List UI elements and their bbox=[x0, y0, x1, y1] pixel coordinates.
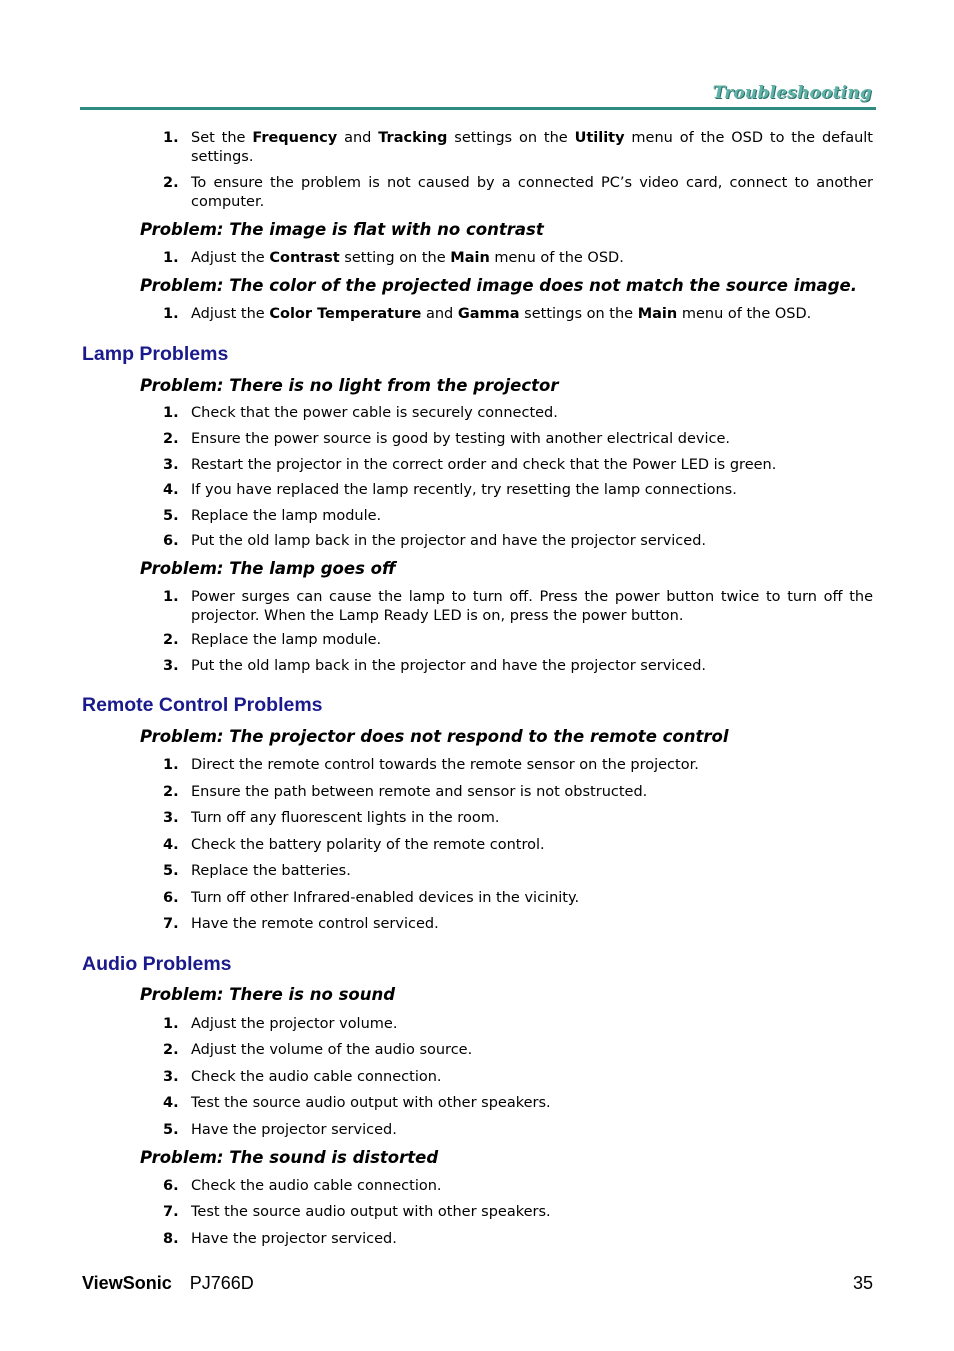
list-text bbox=[191, 862, 873, 881]
list-item bbox=[163, 404, 873, 423]
list-item bbox=[163, 1121, 873, 1140]
text-run: Test the source audio output with other speakers. bbox=[191, 1095, 551, 1111]
bold-term: Gamma bbox=[457, 306, 520, 322]
list-item bbox=[163, 1068, 873, 1087]
list-text bbox=[191, 1230, 873, 1249]
header-rule bbox=[80, 107, 876, 110]
text-run: Check that the power cable is securely connected. bbox=[191, 405, 558, 421]
problem-heading: Problem: The lamp goes off bbox=[140, 559, 396, 578]
list-number: 1. bbox=[163, 757, 179, 773]
list-number: 3. bbox=[163, 1069, 179, 1085]
bold-term: Utility bbox=[574, 130, 625, 146]
text-run: menu of the OSD. bbox=[677, 306, 812, 322]
text-run: Replace the batteries. bbox=[191, 863, 351, 879]
list-item bbox=[163, 657, 873, 676]
list-text bbox=[191, 305, 873, 324]
list-text bbox=[191, 1121, 873, 1140]
text-run: Turn off any fluorescent lights in the room. bbox=[191, 810, 500, 826]
list-text bbox=[191, 588, 873, 626]
list-item bbox=[163, 129, 873, 167]
bold-term: Main bbox=[637, 306, 678, 322]
running-header: Troubleshooting bbox=[712, 83, 872, 103]
text-run: Direct the remote control towards the remote sensor on the projector. bbox=[191, 757, 699, 773]
list-item bbox=[163, 836, 873, 855]
list-number: 2. bbox=[163, 632, 179, 648]
list-item bbox=[163, 631, 873, 650]
list-text bbox=[191, 507, 873, 526]
list-number: 7. bbox=[163, 916, 179, 932]
list-number: 4. bbox=[163, 1095, 179, 1111]
list-item bbox=[163, 249, 873, 268]
list-item bbox=[163, 1015, 873, 1034]
text-run: Adjust the bbox=[191, 250, 270, 266]
list-item bbox=[163, 481, 873, 500]
list-text bbox=[191, 1068, 873, 1087]
text-run: Have the projector serviced. bbox=[191, 1231, 397, 1247]
list-number: 6. bbox=[163, 890, 179, 906]
text-run: Check the audio cable connection. bbox=[191, 1178, 442, 1194]
list-number: 2. bbox=[163, 1042, 179, 1058]
text-run: Power surges can cause the lamp to turn off. Press the power button twice to turn off the projector. When the Lamp Ready LED is on, press the power button. bbox=[191, 589, 873, 624]
list-number: 5. bbox=[163, 508, 179, 524]
list-number: 4. bbox=[163, 482, 179, 498]
text-run: Put the old lamp back in the projector and have the projector serviced. bbox=[191, 658, 707, 674]
list-number: 8. bbox=[163, 1231, 179, 1247]
list-text bbox=[191, 836, 873, 855]
text-run: Replace the lamp module. bbox=[191, 632, 382, 648]
page-number: 35 bbox=[852, 1273, 873, 1293]
list-text bbox=[191, 756, 873, 775]
list-item bbox=[163, 1041, 873, 1060]
footer bbox=[82, 1273, 873, 1294]
text-run: Adjust the projector volume. bbox=[191, 1016, 398, 1032]
text-run: Adjust the bbox=[191, 306, 270, 322]
text-run: Put the old lamp back in the projector and have the projector serviced. bbox=[191, 533, 707, 549]
list-number: 3. bbox=[163, 457, 179, 473]
text-run: Ensure the power source is good by testing with another electrical device. bbox=[191, 431, 731, 447]
text-run: Check the audio cable connection. bbox=[191, 1069, 442, 1085]
text-run: Check the battery polarity of the remote control. bbox=[191, 837, 545, 853]
text-run: and bbox=[421, 306, 458, 322]
problem-heading: Problem: The projector does not respond to the remote control bbox=[140, 727, 729, 746]
list-number: 2. bbox=[163, 175, 179, 191]
list-item bbox=[163, 532, 873, 551]
list-item bbox=[163, 915, 873, 934]
list-text bbox=[191, 809, 873, 828]
text-run: Ensure the path between remote and sensor is not obstructed. bbox=[191, 784, 648, 800]
text-run: Restart the projector in the correct order and check that the Power LED is green. bbox=[191, 457, 777, 473]
text-run: settings on the bbox=[447, 130, 575, 146]
list-item bbox=[163, 174, 873, 212]
text-run: Turn off other Infrared-enabled devices in the vicinity. bbox=[191, 890, 580, 906]
list-text bbox=[191, 1177, 873, 1196]
list-number: 1. bbox=[163, 250, 179, 266]
text-run: To ensure the problem is not caused by a connected PC’s video card, connect to another computer. bbox=[191, 175, 873, 210]
list-text bbox=[191, 1203, 873, 1222]
bold-term: Contrast bbox=[269, 250, 340, 266]
list-item bbox=[163, 756, 873, 775]
list-text bbox=[191, 456, 873, 475]
list-number: 2. bbox=[163, 431, 179, 447]
text-run: Adjust the volume of the audio source. bbox=[191, 1042, 473, 1058]
list-item bbox=[163, 809, 873, 828]
list-number: 1. bbox=[163, 1016, 179, 1032]
list-item bbox=[163, 305, 873, 324]
list-text bbox=[191, 657, 873, 676]
text-run: menu of the OSD to the default settings. bbox=[191, 130, 873, 165]
problem-heading: Problem: The sound is distorted bbox=[140, 1148, 439, 1167]
text-run: setting on the bbox=[339, 250, 451, 266]
list-number: 6. bbox=[163, 533, 179, 549]
list-text bbox=[191, 631, 873, 650]
list-item bbox=[163, 1230, 873, 1249]
list-text bbox=[191, 481, 873, 500]
section-heading: Remote Control Problems bbox=[82, 694, 323, 716]
section-heading: Audio Problems bbox=[82, 953, 232, 975]
list-number: 1. bbox=[163, 306, 179, 322]
bold-term: Tracking bbox=[378, 130, 448, 146]
list-text bbox=[191, 430, 873, 449]
list-number: 2. bbox=[163, 784, 179, 800]
text-run: Replace the lamp module. bbox=[191, 508, 382, 524]
list-item bbox=[163, 889, 873, 908]
problem-heading: Problem: There is no light from the projector bbox=[140, 376, 559, 395]
list-text bbox=[191, 404, 873, 423]
section-heading: Lamp Problems bbox=[82, 343, 229, 365]
problem-heading: Problem: The color of the projected image does not match the source image. bbox=[140, 276, 857, 295]
list-number: 1. bbox=[163, 405, 179, 421]
list-item bbox=[163, 1203, 873, 1222]
list-text bbox=[191, 1015, 873, 1034]
text-run: settings on the bbox=[519, 306, 638, 322]
bold-term: Main bbox=[450, 250, 490, 266]
list-item bbox=[163, 588, 873, 626]
list-text bbox=[191, 174, 873, 212]
list-text bbox=[191, 249, 873, 268]
list-number: 5. bbox=[163, 1122, 179, 1138]
list-text bbox=[191, 889, 873, 908]
list-number: 3. bbox=[163, 810, 179, 826]
list-text bbox=[191, 783, 873, 802]
list-text bbox=[191, 1094, 873, 1113]
footer-model: PJ766D bbox=[189, 1273, 254, 1293]
list-number: 7. bbox=[163, 1204, 179, 1220]
bold-term: Frequency bbox=[252, 130, 338, 146]
text-run: Have the remote control serviced. bbox=[191, 916, 439, 932]
list-text bbox=[191, 915, 873, 934]
list-item bbox=[163, 1177, 873, 1196]
footer-brand: ViewSonic bbox=[82, 1273, 172, 1293]
list-item bbox=[163, 507, 873, 526]
list-item bbox=[163, 1094, 873, 1113]
list-item bbox=[163, 456, 873, 475]
list-number: 1. bbox=[163, 130, 179, 146]
list-number: 6. bbox=[163, 1178, 179, 1194]
list-number: 3. bbox=[163, 658, 179, 674]
list-number: 4. bbox=[163, 837, 179, 853]
list-item bbox=[163, 783, 873, 802]
list-number: 5. bbox=[163, 863, 179, 879]
problem-heading: Problem: The image is flat with no contrast bbox=[140, 220, 544, 239]
text-run: Test the source audio output with other speakers. bbox=[191, 1204, 551, 1220]
list-item bbox=[163, 430, 873, 449]
list-text bbox=[191, 1041, 873, 1060]
problem-heading: Problem: There is no sound bbox=[140, 985, 396, 1004]
list-text bbox=[191, 532, 873, 551]
text-run: Have the projector serviced. bbox=[191, 1122, 397, 1138]
text-run: If you have replaced the lamp recently, try resetting the lamp connections. bbox=[191, 482, 737, 498]
list-text bbox=[191, 129, 873, 167]
bold-term: Color Temperature bbox=[269, 306, 422, 322]
text-run: menu of the OSD. bbox=[489, 250, 624, 266]
text-run: and bbox=[337, 130, 379, 146]
list-number: 1. bbox=[163, 589, 179, 605]
text-run: Set the bbox=[191, 130, 253, 146]
list-item bbox=[163, 862, 873, 881]
